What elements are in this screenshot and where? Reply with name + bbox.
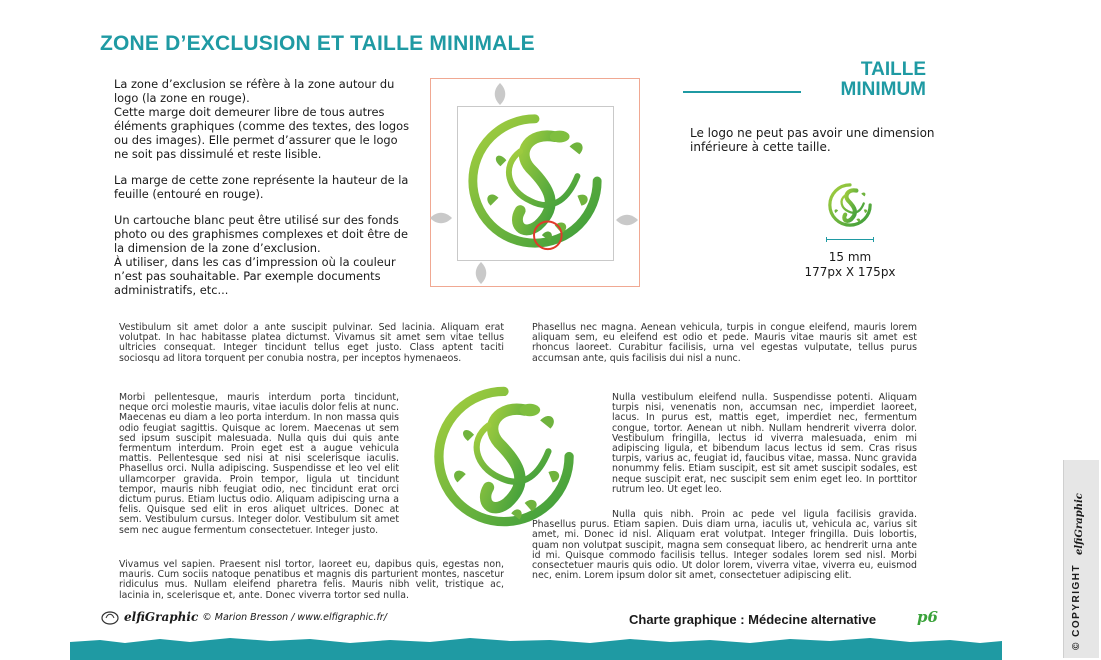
minimum-size-title [790, 60, 926, 100]
lorem-paragraph: Morbi pellentesque, mauris interdum porta tincidunt, neque orci molestie mauris, vitae iaculis dolor felis at nunc. Maecenas eu diam a leo porta interdum. In non massa quis odio feugiat sagittis. Quisque ac lorem. Maecenas ut sem sed ipsum suscipit malesuada. Nulla quis dui quis ante fermentum interdum. Proin eget est a augue vehicula mattis. Pellentesque sed nisi at nisi scelerisque iaculis. Phasellus orci. Nulla adipiscing. Suspendisse et leo vel elit ullamcorper gravida. Proin tempor, ligula ut tincidunt tempor, mauris nibh feugiat odio, nec tincidunt erat orci dictum purus. Etiam luctus odio. Aliquam adipiscing urna a felis. Quisque sed elit in eros aliquet ultrices. Donec at sem. Vestibulum cursus. Integer dolor. Vestibulum sit amet sem nec augue fermentum consectetuer. Integer justo. [119, 392, 399, 536]
intro-text [114, 77, 414, 309]
sidebar-brand: elfiGraphic [1074, 493, 1085, 555]
intro-paragraph: Un cartouche blanc peut être utilisé sur des fonds photo ou des graphismes complexes et doit être de la dimension de la zone d’exclusion. [114, 213, 408, 255]
size-pixels: 177px X 175px [804, 265, 896, 279]
lorem-paragraph: Phasellus nec magna. Aenean vehicula, turpis in congue eleifend, mauris lorem aliquam sem, eu eleifend est odio et pede. Mauris vitae mauris sit amet est rhoncus laoreet. Curabitur facilisis, urna vel egestas vulputate, tellus purus accumsan ante, quis facilisis dui nisl a nunc. [532, 322, 917, 364]
document-title: Charte graphique : Médecine alternative [629, 612, 877, 627]
lorem-paragraph: Nulla vestibulum eleifend nulla. Suspendisse potenti. Aliquam turpis nisi, venenatis non, accumsan nec, imperdiet laoreet, lacus. In purus est, mattis eget, imperdiet nec, fermentum congue, tortor. Aenean ut nibh. Nullam hendrerit viverra dolor. Vestibulum fringilla, lectus id viverra malesuada, enim mi adipiscing ligula, et bibendum lacus lectus id sem. Cras risus turpis, varius ac, feugiat id, faucibus vitae, massa. Nunc gravida nonummy felis. Etiam suscipit, est sit amet suscipit sodales, est neque suscipit erat, nec suscipit sem enim eget leo. In porttitor rutrum leo. Ut eget leo. [612, 392, 917, 495]
exclusion-zone-box [430, 78, 640, 287]
leaf-marker-icon [615, 209, 639, 231]
large-snake-logo-icon [423, 379, 585, 534]
minimum-title-line: TAILLE [860, 59, 926, 80]
minimum-size-description: Le logo ne peut pas avoir une dimension inférieure à cette taille. [690, 126, 935, 154]
scale-bar [826, 237, 874, 242]
torn-paper-band [70, 632, 1002, 660]
intro-paragraph: Cette marge doit demeurer libre de tous autres éléments graphiques (comme des textes, des logos ou des images). Elle permet d’assurer que le logo ne soit pas dissimulé et reste lisible. [114, 105, 410, 161]
intro-paragraph: La marge de cette zone représente la hauteur de la feuille (entouré en rouge). [114, 173, 409, 201]
intro-paragraph: La zone d’exclusion se réfère à la zone autour du logo (la zone en rouge). [114, 77, 395, 105]
page-number: p6 [917, 608, 938, 626]
title-rule-divider [683, 91, 801, 93]
brand-name: elfiGraphic [124, 610, 199, 624]
lorem-paragraph: Vestibulum sit amet dolor a ante suscipit pulvinar. Sed lacinia. Aliquam erat volutpat. In hac habitasse platea dictumst. Vivamus sit amet sem vitae tellus ultricies consequat. Integer tincidunt tellus eget justo. Class aptent taciti sociosqu ad litora torquent per conubia nostra, per inceptos hymenaeos. [119, 322, 504, 364]
page-title: ZONE D’EXCLUSION ET TAILLE MINIMALE [100, 32, 535, 55]
intro-paragraph: À utiliser, dans les cas d’impression où la couleur n’est pas souhaitable. Par exemple documents administratifs, etc... [114, 255, 396, 297]
size-millimeters: 15 mm [828, 250, 872, 264]
lorem-paragraph: Nulla quis nibh. Proin ac pede vel ligula facilisis gravida. Phasellus purus. Etiam sapien. Duis diam urna, iaculis ut, vehicula ac, varius sit amet, mi. Donec id nisl. Aliquam erat volutpat. Integer fringilla. Duis lobortis, quam non volutpat suscipit, magna sem consequat libero, ac hendrerit urna ante id mi. Quisque commodo facilisis tellus. Integer sodales lorem sed nisl. Morbi consectetuer mauris quis odio. Ut dolor lorem, viverra vitae, viverra eu, euismod nec, enim. Lorem ipsum dolor sit amet, consectetuer adipiscing elit. [532, 509, 917, 582]
snake-logo-icon [461, 107, 609, 255]
small-snake-logo-icon [826, 181, 874, 229]
leaf-marker-icon [429, 207, 453, 229]
leaf-marker-icon [489, 82, 511, 106]
footer-credit: © Marion Bresson / www.elfigraphic.fr/ [202, 611, 387, 623]
minimum-title-line: MINIMUM [840, 79, 926, 100]
lorem-paragraph: Vivamus vel sapien. Praesent nisl tortor, laoreet eu, dapibus quis, egestas non, mauris. Cum sociis natoque penatibus et magnis dis parturient montes, nascetur ridiculus mus. Nullam eleifend pharetra felis. Mauris nibh velit, tristique ac, lacinia in, scelerisque et, ante. Donec viverra tortor sed nulla. [119, 559, 504, 601]
elfigraphic-logo-icon [100, 609, 120, 625]
copyright-sidebar [1063, 460, 1099, 658]
copyright-label: © COPYRIGHT [1071, 563, 1082, 650]
footer-brand [100, 609, 387, 625]
leaf-marker-icon [471, 261, 491, 285]
